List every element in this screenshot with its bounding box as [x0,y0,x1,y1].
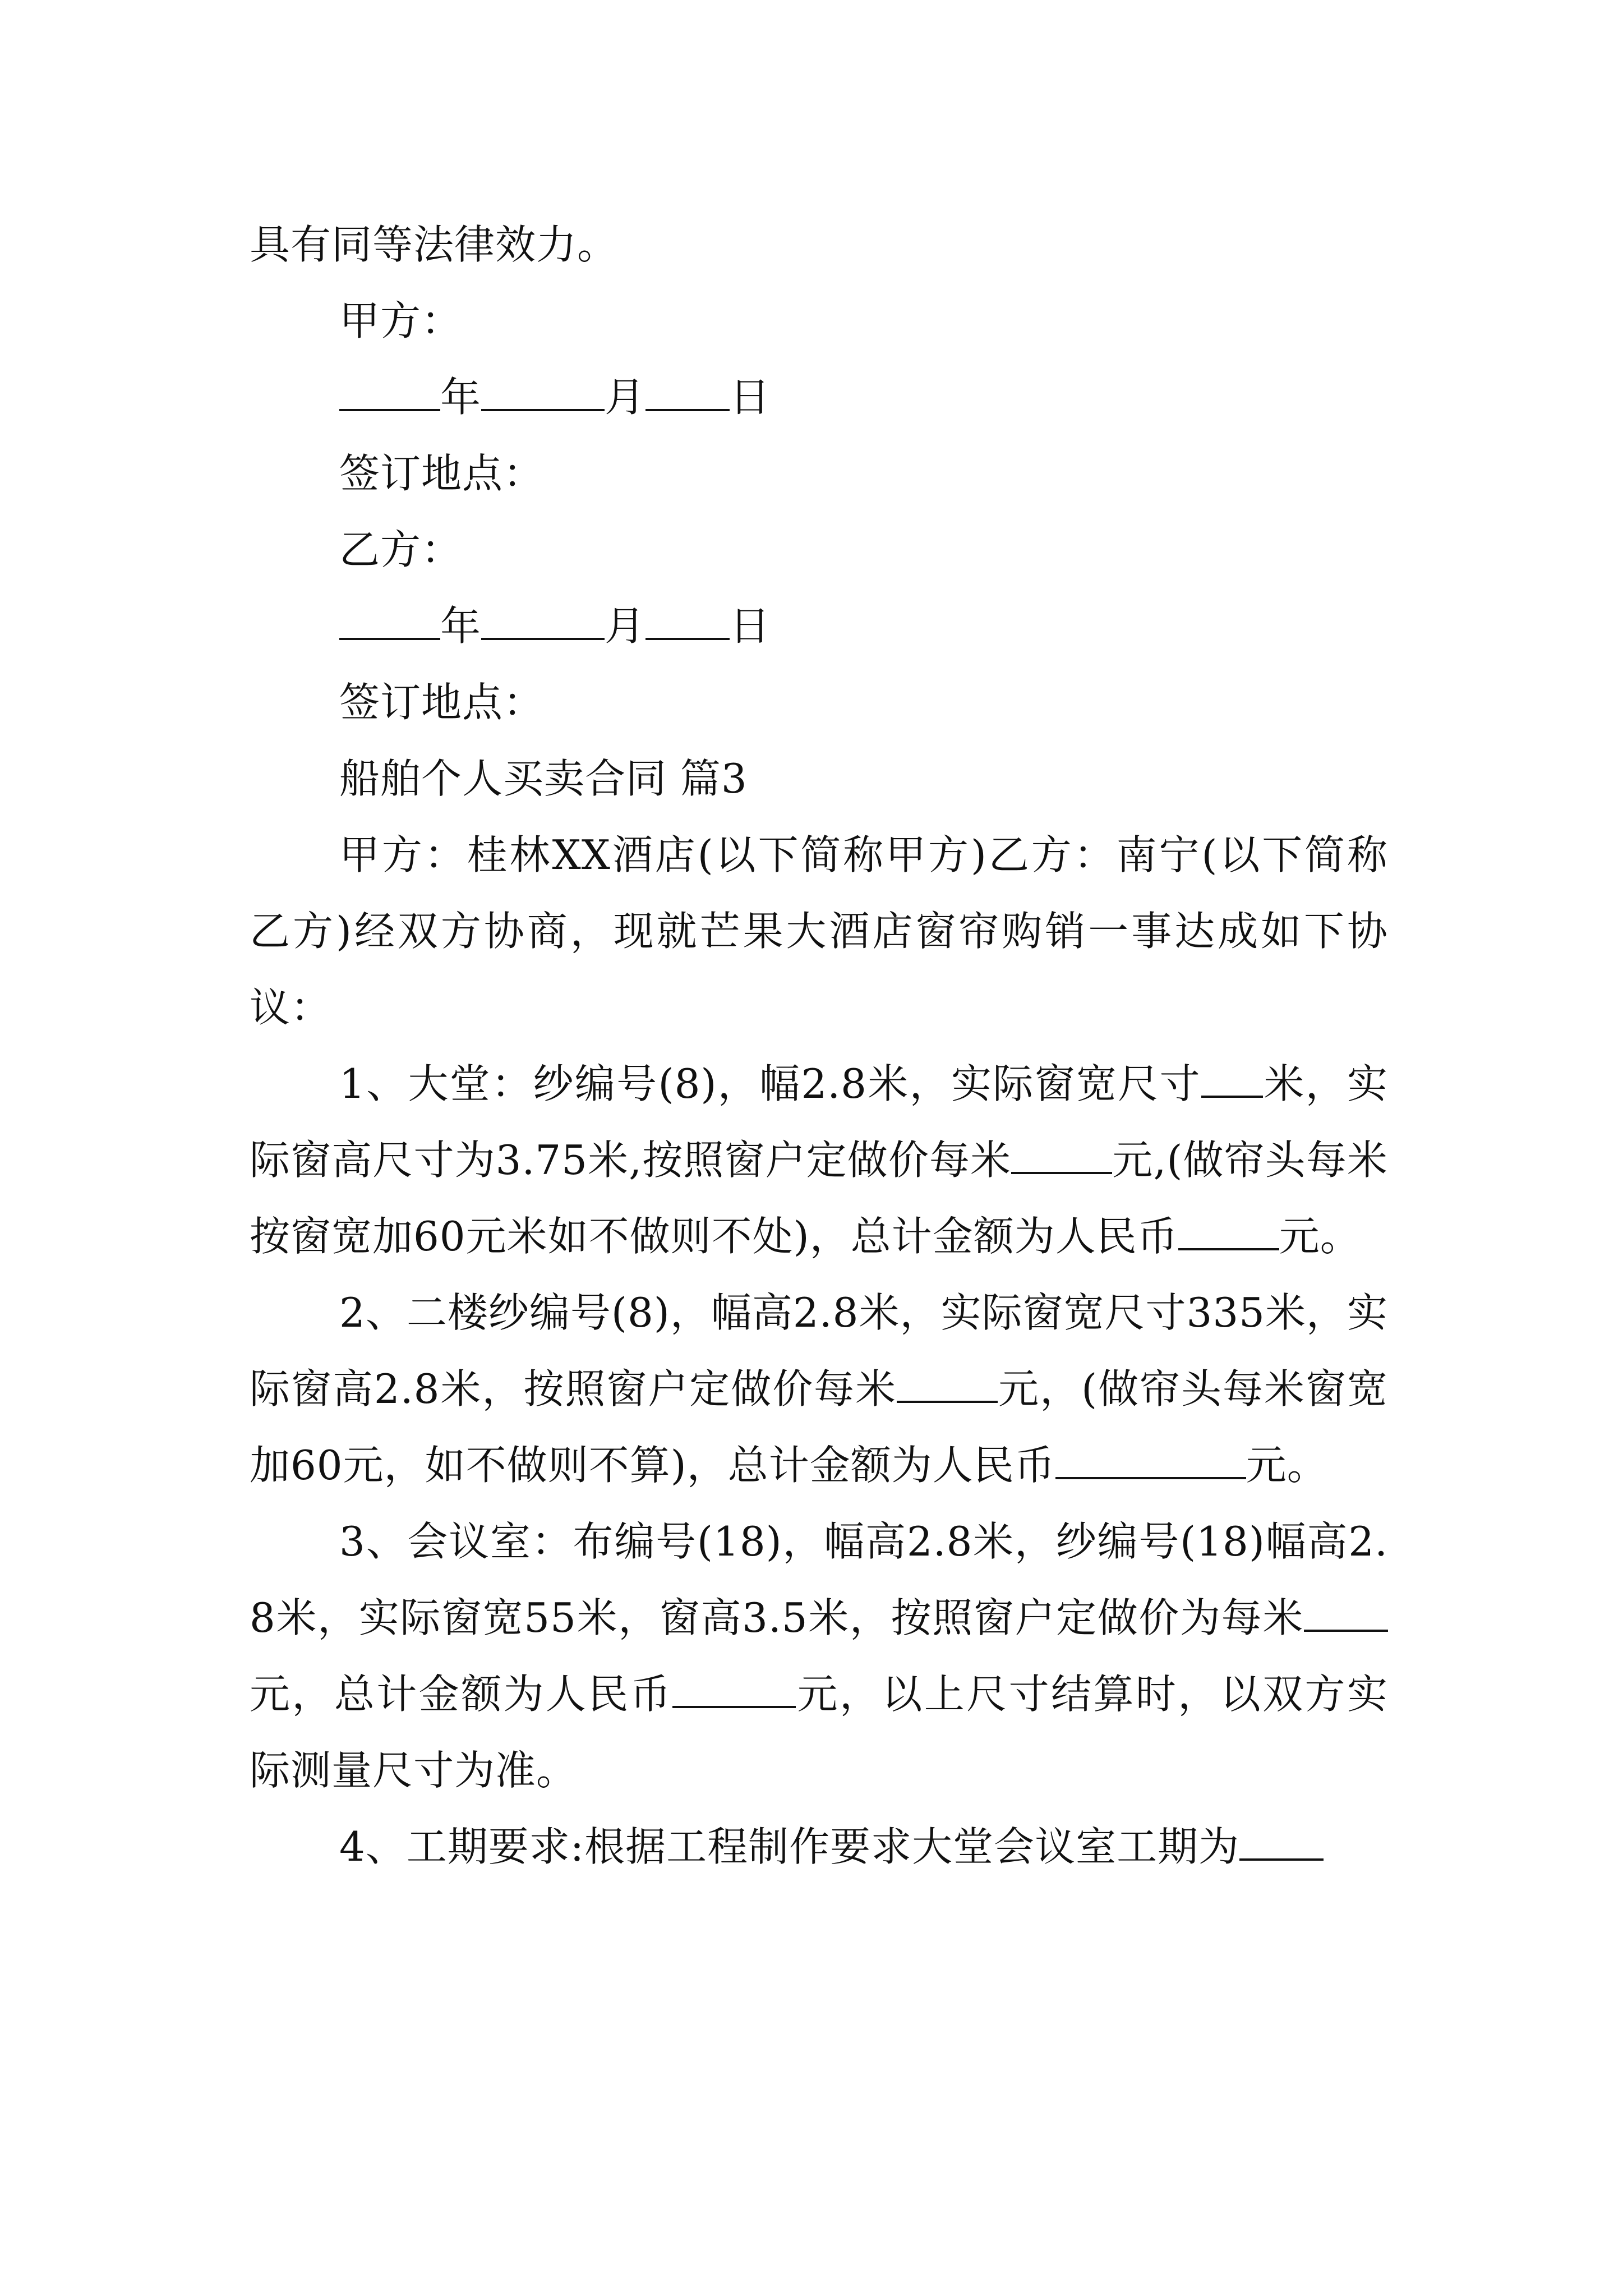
day-blank [645,602,730,640]
clause-1-text-b: 米，实际窗高尺寸为3.75米,按照窗户定做价每米 [250,1060,1388,1184]
total-blank [1178,1212,1279,1250]
clause-1-text-d: 元。 [1279,1213,1361,1260]
day-label: 日 [730,374,771,421]
clause-3 [250,1503,1388,1809]
price-blank [1011,1136,1112,1174]
clause-4 [250,1809,1388,1885]
price-blank [1304,1594,1388,1632]
clause-3-text-c: 元，以上尺寸结算时，以双方实际测量尺寸为准。 [250,1671,1388,1794]
signing-place-party-b: 签订地点： [339,679,545,726]
clause-2-text-c: 元。 [1246,1442,1328,1489]
clause-4-text: 4、工期要求:根据工程制作要求大堂会议室工期为 [339,1823,1240,1870]
clause-1-text-c: 元,(做帘头每米按窗宽加60元米如不做则不处)，总计金额为人民币 [250,1137,1388,1260]
party-a-label: 甲方： [339,297,463,344]
year-blank [339,602,440,640]
date-line-party-a [250,359,1388,435]
clause-1 [250,1046,1388,1274]
schedule-blank [1239,1823,1324,1861]
paragraph-parties: 甲方：桂林XX酒店(以下简称甲方)乙方：南宁(以下简称乙方)经双方协商，现就芒果大酒店窗帘购销一事达成如下协议： [250,831,1388,1031]
month-blank [481,373,605,411]
year-label: 年 [440,602,482,650]
day-blank [645,373,730,411]
price-blank [897,1365,998,1403]
party-b-label: 乙方： [339,526,463,573]
document-body [250,206,1388,1885]
window-width-blank [1201,1060,1263,1098]
year-blank [339,373,440,411]
clause-1-text-a: 1、大堂：纱编号(8)，幅2.8米，实际窗宽尺寸 [339,1060,1201,1107]
year-label: 年 [440,374,482,421]
clause-3-text-b: 元，总计金额为人民币 [250,1671,673,1718]
section-title: 船舶个人买卖合同 篇3 [339,755,748,802]
month-label: 月 [605,374,646,421]
day-label: 日 [730,602,771,650]
clause-3-text-a: 3、会议室：布编号(18)，幅高2.8米，纱编号(18)幅高2.8米，实际窗宽55米，窗高3.5米，按照窗户定做价为每米 [250,1518,1388,1641]
paragraph-legal-effect: 具有同等法律效力。 [250,221,619,268]
total-blank [1055,1441,1246,1479]
date-line-party-b [250,588,1388,664]
clause-2 [250,1274,1388,1503]
signing-place-party-a: 签订地点： [339,450,545,497]
month-blank [481,602,605,640]
clause-2-text-a: 2、二楼纱编号(8)，幅高2.8米，实际窗宽尺寸335米，实际窗高2.8米，按照窗户定做价每米 [250,1289,1388,1412]
month-label: 月 [605,602,646,650]
clause-2-text-b: 元，(做帘头每米窗宽加60元，如不做则不算)，总计金额为人民币 [250,1365,1388,1489]
total-blank [672,1670,796,1708]
